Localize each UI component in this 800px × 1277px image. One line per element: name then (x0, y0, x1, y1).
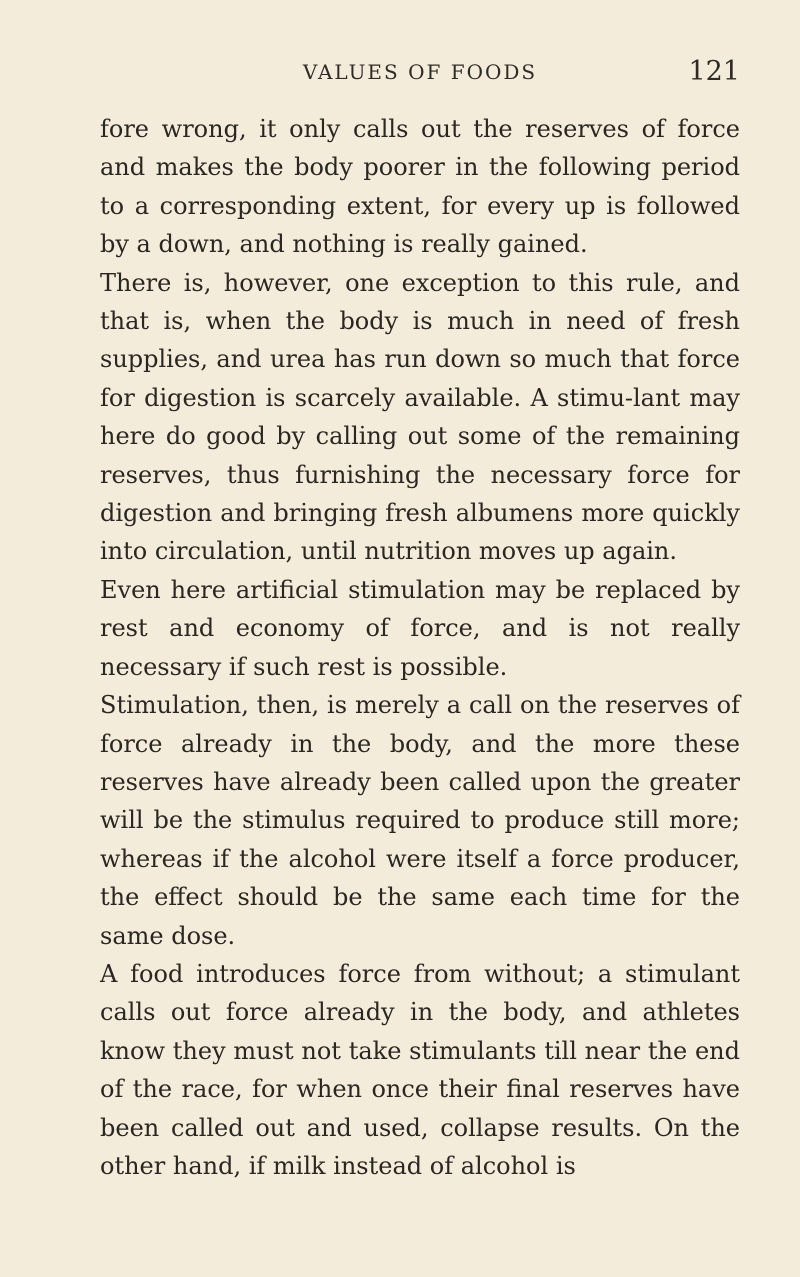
paragraph: A food introduces force from without; a stimulant calls out force already in the body, and athletes know they must not take stimulants till near the end of the race, for when once their final reserves have been called out and used, collapse results. On the other hand, if milk instead of alcohol is (100, 959, 740, 1180)
paragraph: fore wrong, it only calls out the reserves of force and makes the body poorer in the following period to a corresponding extent, for every up is followed by a down, and nothing is really gained. (100, 115, 740, 259)
paragraph: Even here artificial stimulation may be replaced by rest and economy of force, and is not really necessary if such rest is possible. (100, 575, 740, 681)
paragraph: There is, however, one exception to this rule, and that is, when the body is much in need of fresh supplies, and urea has run down so much that force for digestion is scarcely available. A stimu-lant may here do good by calling out some of the remaining reserves, thus furnishing the necessary force for digestion and bringing fresh albumens more quickly into circulation, until nutrition moves up again. (100, 268, 740, 566)
body-text (100, 110, 740, 1185)
page-number: 121 (688, 56, 740, 87)
paragraph: Stimulation, then, is merely a call on the reserves of force already in the body, and the more these reserves have already been called upon the greater will be the stimulus required to produce still more; whereas if the alcohol were itself a force producer, the effect should be the same each time for the same dose. (100, 691, 740, 950)
running-title: VALUES OF FOODS (302, 60, 538, 84)
running-head (100, 56, 740, 96)
